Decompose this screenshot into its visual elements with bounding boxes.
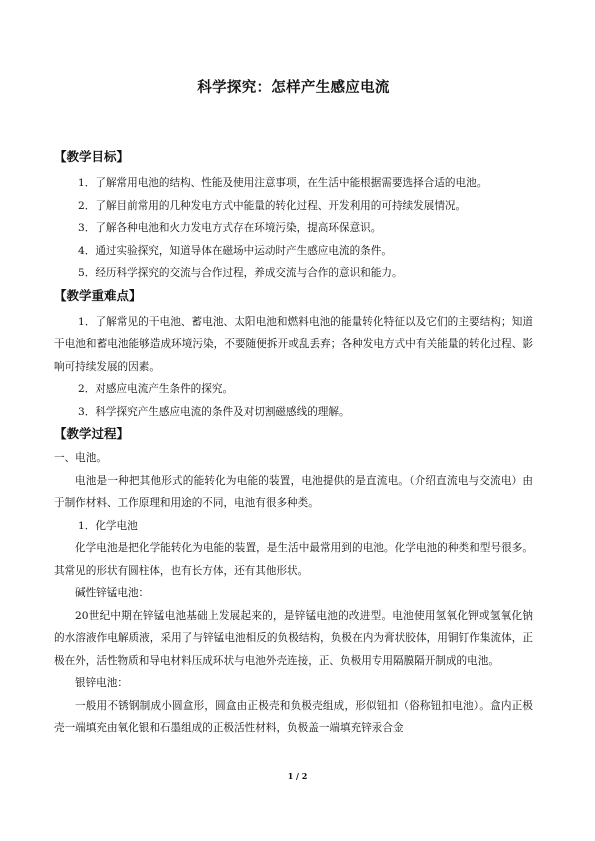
section-heading-process: 【教学过程】 xyxy=(54,426,130,441)
goal-item: 1．了解常用电池的结构、性能及使用注意事项，在生活中能根据需要选择合适的电池。 xyxy=(78,177,488,189)
paragraph: 电池是一种把其他形式的能转化为电能的装置，电池提供的是直流电。（介绍直流电与交流电）由于制作材料、工作原理和用途的不同，电池有很多种类。 xyxy=(54,474,533,509)
goal-item: 4．通过实验探究，知道导体在磁场中运动时产生感应电流的条件。 xyxy=(78,244,392,257)
document-title: 科学探究：怎样产生感应电流 xyxy=(197,80,390,96)
paragraph: 20世纪中期在锌锰电池基础上发展起来的，是锌锰电池的改进型。电池使用氢氧化钾或氢氧化钠的水溶液作电解质液，采用了与锌锰电池相反的负极结构，负极在内为膏状胶体，用铜钉作集流体，正极在外，活性物质和导电材料压成环状与电池外壳连接，正、负极用专用隔膜隔开制成的电池。 xyxy=(54,609,533,667)
paragraph: 化学电池是把化学能转化为电能的装置，是生活中最常用到的电池。化学电池的种类和型号很多。其常见的形状有圆柱体，也有长方体，还有其他形状。 xyxy=(54,542,533,577)
subheading: 1．化学电池 xyxy=(78,519,138,532)
subheading: 碱性锌锰电池： xyxy=(75,587,150,599)
goal-item: 2．了解目前常用的几种发电方式中能量的转化过程、开发利用的可持续发展情况。 xyxy=(78,199,467,212)
keypoint-item: 1．了解常见的干电池、蓄电池、太阳电池和燃料电池的能量转化特征以及它们的主要结构；知道干电池和蓄电池能够造成环境污染，不要随便拆开或乱丢弃；各种发电方式中有关能量的转化过程、影响可持续发展的因素。 xyxy=(54,315,533,373)
goal-item: 3．了解各种电池和火力发电方式存在环境污染，提高环保意识。 xyxy=(78,222,382,234)
subheading: 一、电池。 xyxy=(54,452,107,464)
section-heading-keypoints: 【教学重难点】 xyxy=(54,287,142,303)
subheading: 银锌电池： xyxy=(75,677,128,689)
keypoint-item: 2．对感应电流产生条件的探究。 xyxy=(78,383,234,395)
paragraph: 一般用不锈钢制成小圆盒形，圆盒由正极壳和负极壳组成，形似钮扣（俗称钮扣电池）。盒内正极壳一端填充由氧化银和石墨组成的正极活性材料，负极盖一端填充锌汞合金 xyxy=(54,699,533,734)
goal-item: 5．经历科学探究的交流与合作过程，养成交流与合作的意识和能力。 xyxy=(78,267,403,279)
keypoint-item: 3．科学探究产生感应电流的条件及对切割磁感线的理解。 xyxy=(78,405,350,418)
page-number: 1 / 2 xyxy=(287,771,308,781)
section-heading-goals: 【教学目标】 xyxy=(54,149,130,164)
